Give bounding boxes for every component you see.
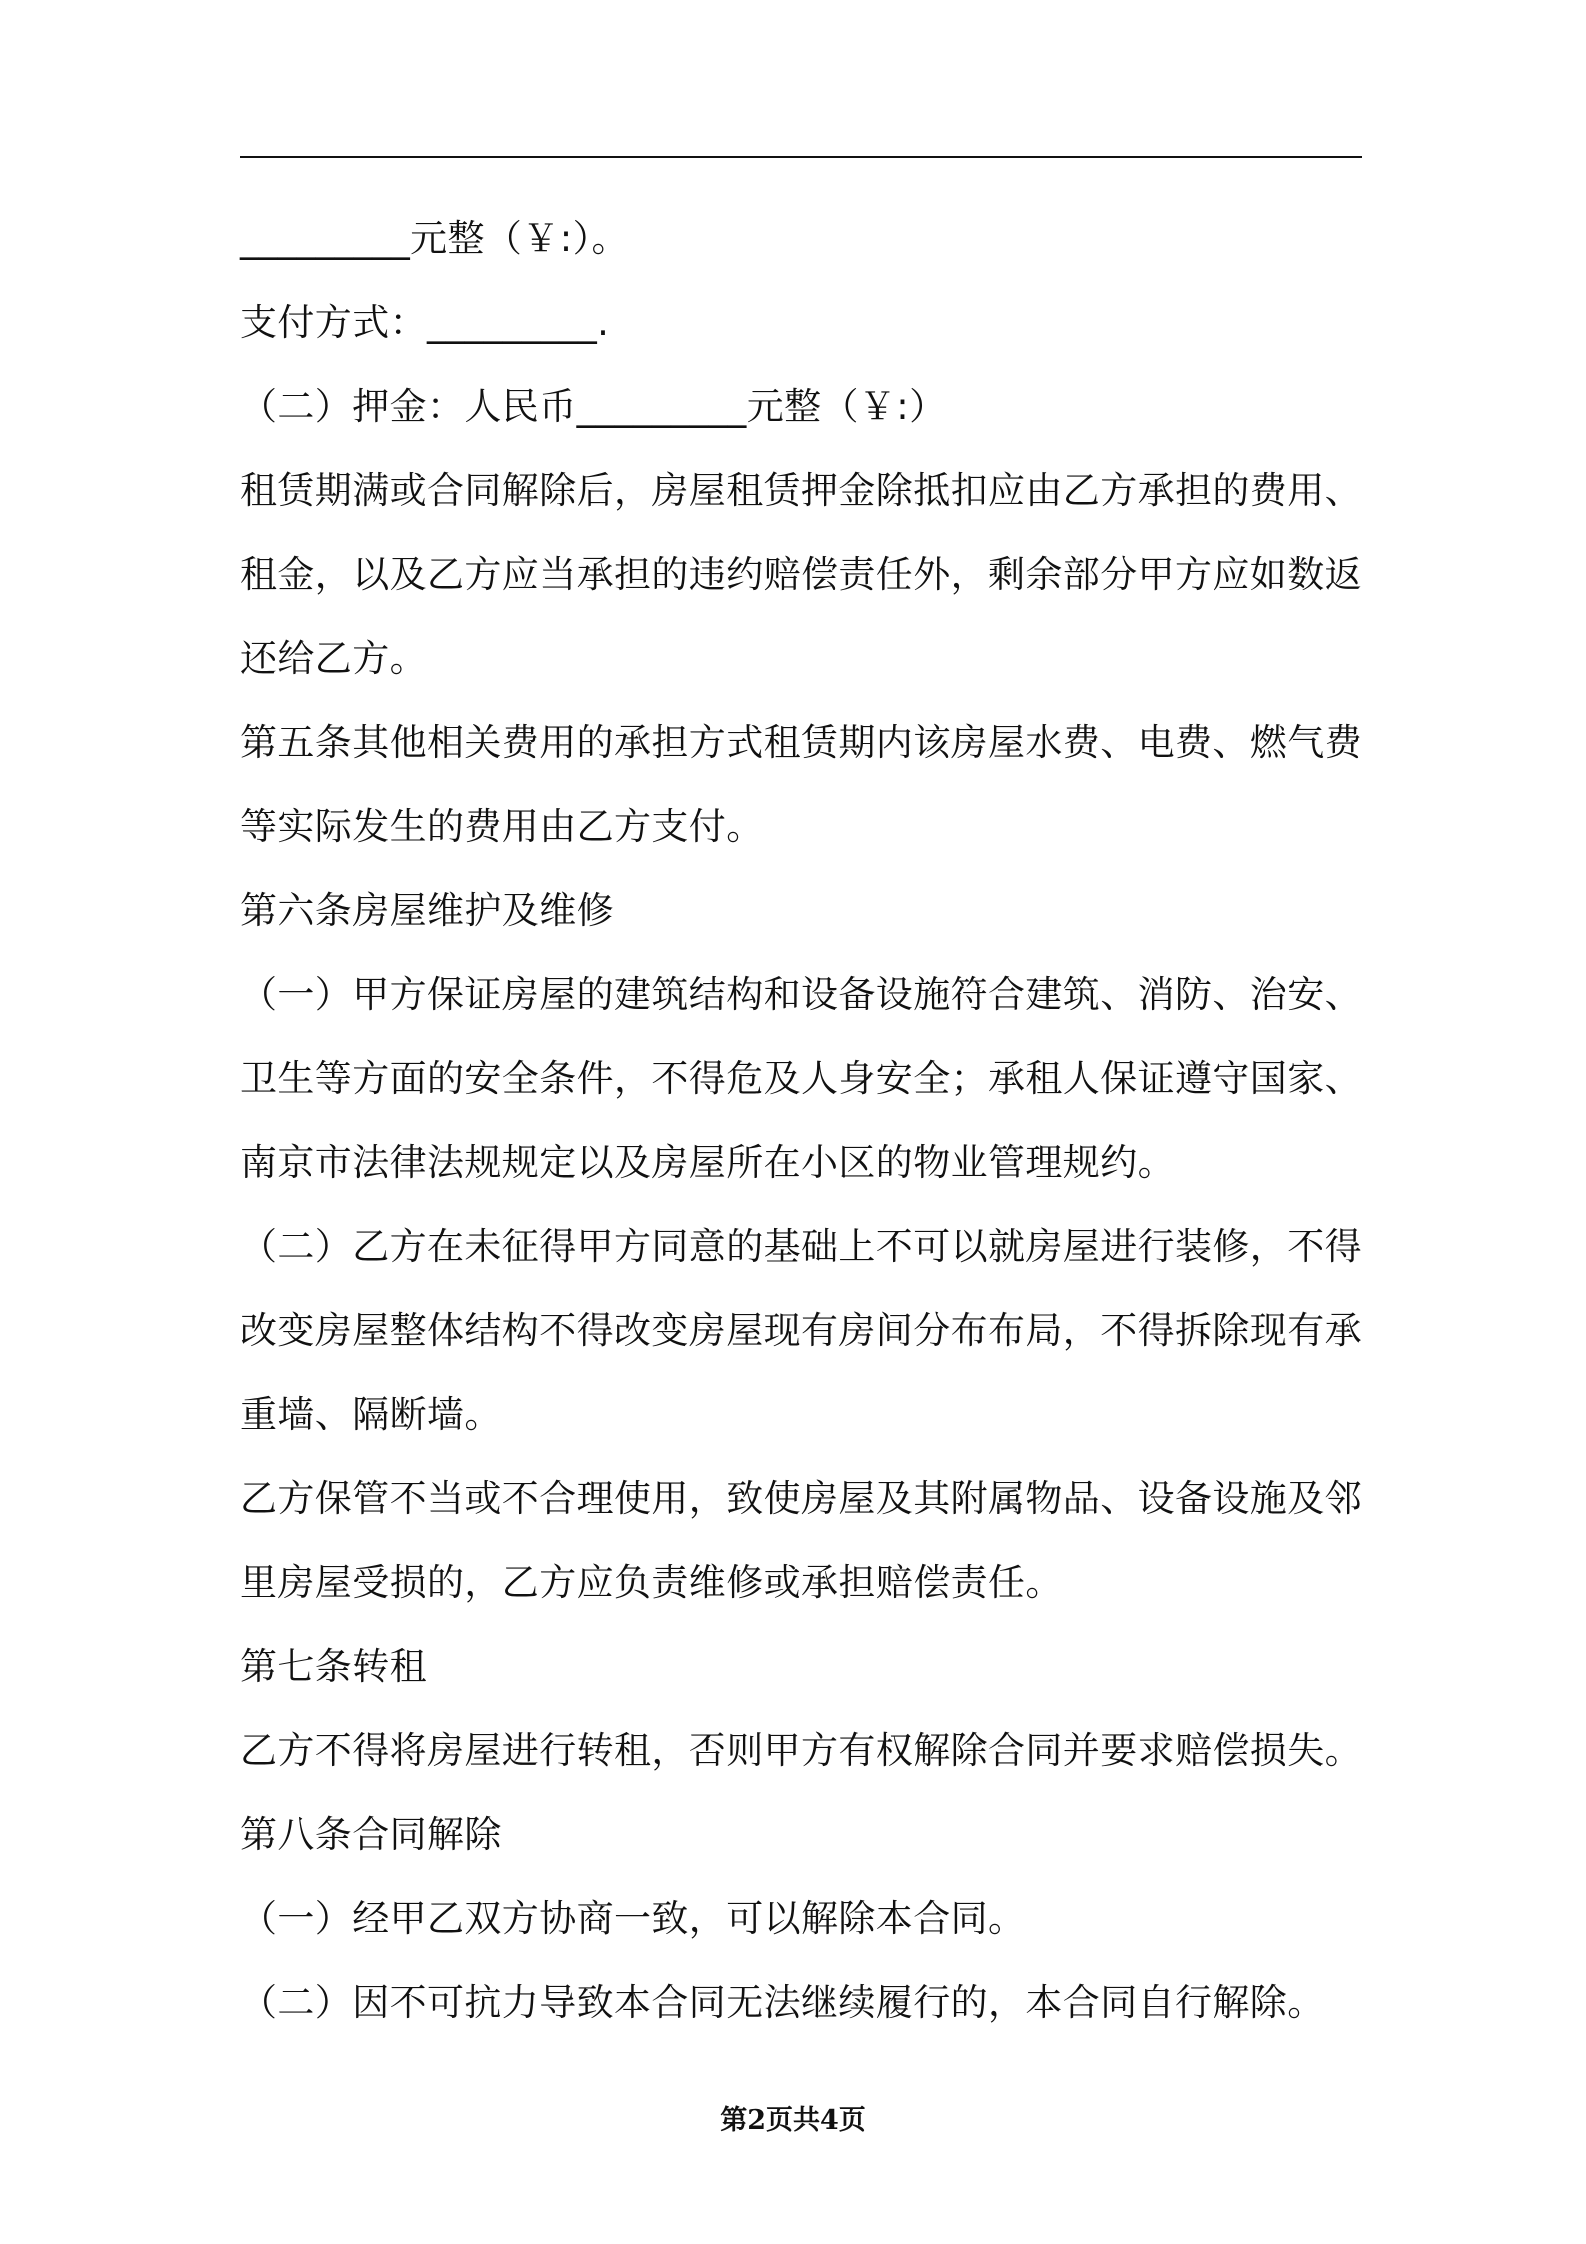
- text-line: （二）因不可抗力导致本合同无法继续履行的，本合同自行解除。: [240, 1981, 1325, 2024]
- text-line: 第五条其他相关费用的承担方式租赁期内该房屋水费、电费、燃气费: [240, 721, 1362, 764]
- text-line: （一）甲方保证房屋的建筑结构和设备设施符合建筑、消防、治安、: [240, 973, 1362, 1016]
- text-line: 乙方保管不当或不合理使用，致使房屋及其附属物品、设备设施及邻: [240, 1477, 1362, 1520]
- text-line: （一）经甲乙双方协商一致，可以解除本合同。: [240, 1897, 1026, 1940]
- text-line: 等实际发生的费用由乙方支付。: [240, 805, 764, 848]
- header-rule: [240, 156, 1362, 158]
- text-line: 还给乙方。: [240, 637, 427, 680]
- text-line: 重墙、隔断墙。: [240, 1393, 502, 1436]
- text-line: 南京市法律法规规定以及房屋所在小区的物业管理规约。: [240, 1141, 1175, 1184]
- section-heading: 第六条房屋维护及维修: [240, 889, 614, 932]
- text-line: 租赁期满或合同解除后，房屋租赁押金除抵扣应由乙方承担的费用、: [240, 469, 1362, 512]
- contract-body: [240, 197, 1365, 2045]
- text-line: 支付方式：_________.: [240, 301, 610, 344]
- section-heading: 第七条转租: [240, 1645, 427, 1688]
- text-line: 改变房屋整体结构不得改变房屋现有房间分布布局，不得拆除现有承: [240, 1309, 1362, 1352]
- text-line: 乙方不得将房屋进行转租，否则甲方有权解除合同并要求赔偿损失。: [240, 1729, 1362, 1772]
- text-line: （二）押金：人民币_________元整（￥:）: [240, 385, 947, 428]
- text-line: 卫生等方面的安全条件，不得危及人身安全；承租人保证遵守国家、: [240, 1057, 1362, 1100]
- text-line: 租金，以及乙方应当承担的违约赔偿责任外，剩余部分甲方应如数返: [240, 553, 1362, 596]
- section-heading: 第八条合同解除: [240, 1813, 502, 1856]
- text-line: 里房屋受损的，乙方应负责维修或承担赔偿责任。: [240, 1561, 1063, 1604]
- text-line: （二）乙方在未征得甲方同意的基础上不可以就房屋进行装修，不得: [240, 1225, 1362, 1268]
- page-number: 第2页共4页: [720, 2105, 866, 2136]
- text-line: _________元整（￥:）。: [240, 217, 629, 260]
